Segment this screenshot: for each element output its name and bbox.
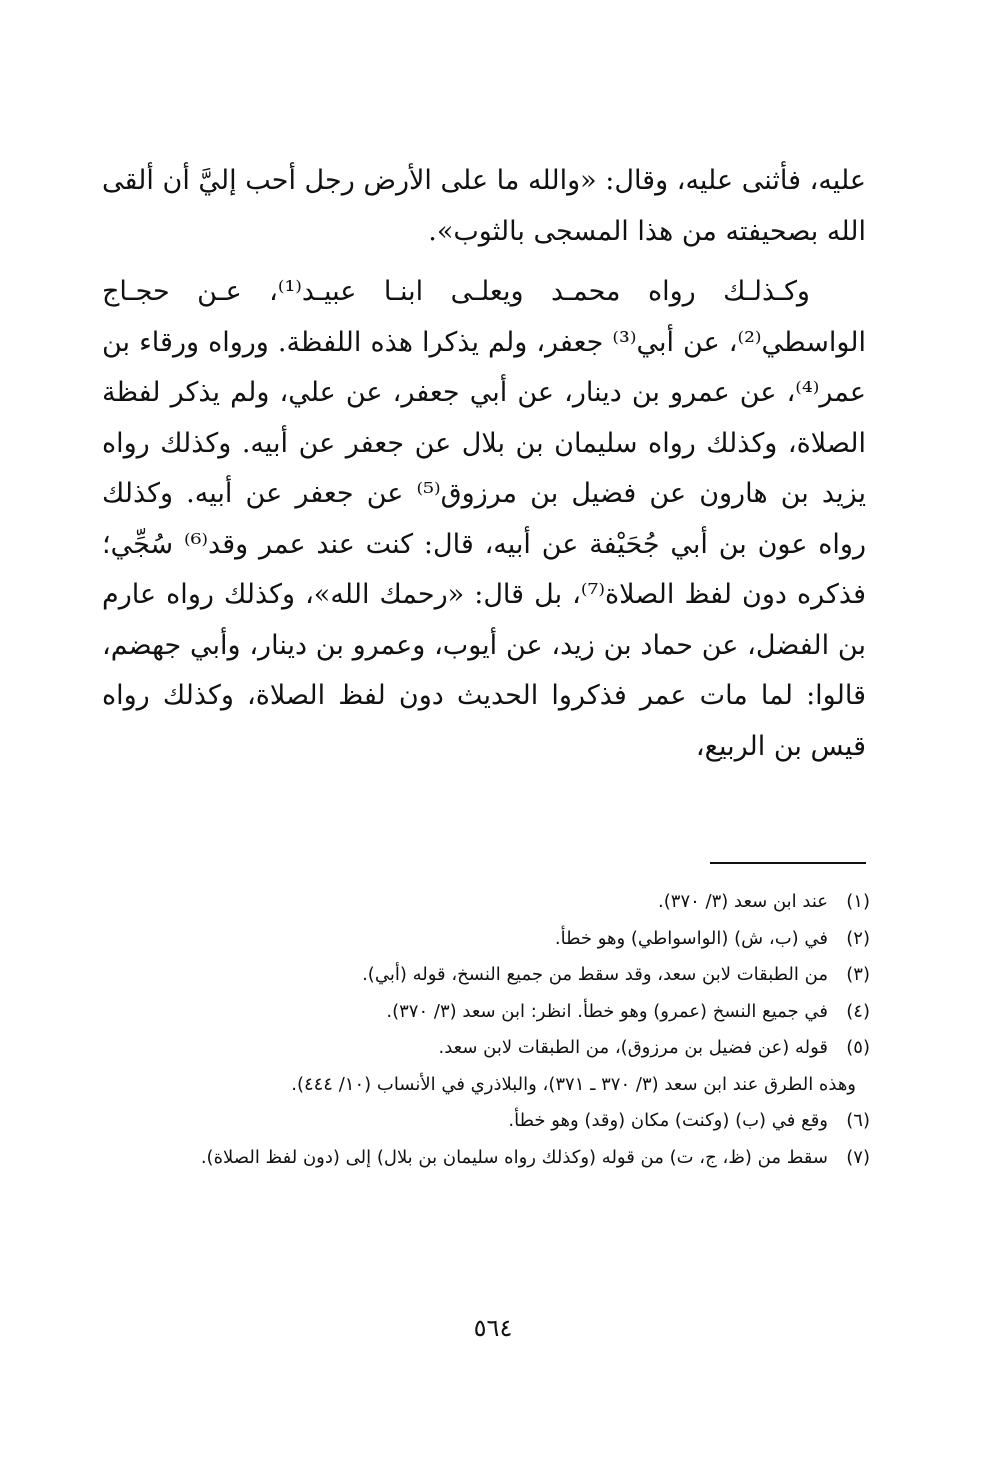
footnote-6 (100, 1103, 870, 1140)
footnote-separator (710, 862, 866, 864)
page-number: ٥٦٤ (473, 1314, 513, 1342)
footnote-5-continuation (100, 1067, 870, 1104)
footnote-2 (100, 921, 870, 958)
footnote-number: (٢) (846, 927, 870, 949)
footnote-text: وقع في (ب) (وكنت) مكان (وقد) وهو خطأ. (508, 1110, 828, 1131)
footnote-number: (٥) (846, 1037, 870, 1058)
footnote-7 (100, 1140, 870, 1177)
footnote-text: عند ابن سعد (٣/ ٣٧٠). (658, 891, 828, 912)
footnote-text: سقط من (ظ، ج، ت) من قوله (وكذلك رواه سليمان بن بلال) إلى (دون لفظ الصلاة). (200, 1146, 828, 1168)
footnotes (100, 884, 870, 1176)
footnote-number: (٣) (846, 964, 870, 985)
paragraph-2: وكـذلـك رواه محمـد ويعلـى ابنـا عبيـد⁽¹⁾، عـن حجـاج الواسطي⁽²⁾، عن أبي⁽³⁾ جعفر، ولم يذكرا هذه اللفظة. ورواه ورقاء بن عمر⁽⁴⁾، عن عمرو بن دينار، عن أبي جعفر، عن علي، ولم يذكر لفظة الصلاة، وكذلك رواه سليمان بن بلال عن جعفر عن أبيه. وكذلك رواه يزيد بن هارون عن فضيل بن مرزوق⁽⁵⁾ عن جعفر عن أبيه. وكذلك رواه عون بن أبي جُحَيْفة عن أبيه، قال: كنت عند عمر وقد⁽⁶⁾ سُجِّي؛ فذكره دون لفظ الصلاة⁽⁷⁾، بل قال: «رحمك الله»، وكذلك رواه عارم بن الفضل، عن حماد بن زيد، عن أيوب، وعمرو بن دينار، وأبي جهضم، قالوا: لما مات عمر فذكروا الحديث دون لفظ الصلاة، وكذلك رواه قيس بن الربيع، (102, 276, 867, 762)
footnote-number: (٧) (846, 1146, 870, 1168)
footnote-number: (١) (846, 891, 870, 912)
paragraph-1: عليه، فأثنى عليه، وقال: «والله ما على الأرض رجل أحب إليَّ أن ألقى الله بصحيفته من هذا المسجى بالثوب». (102, 165, 866, 247)
footnote-3 (100, 957, 870, 994)
footnote-5 (100, 1030, 870, 1067)
footnote-text: من الطبقات لابن سعد، وقد سقط من جميع النسخ، قوله (أبي). (362, 964, 828, 985)
footnote-text: في جميع النسخ (عمرو) وهو خطأ. انظر: ابن سعد (٣/ ٣٧٠). (386, 1000, 828, 1022)
footnote-4 (100, 994, 870, 1031)
footnote-number: (٤) (846, 1000, 870, 1022)
footnote-text: في (ب، ش) (الواسواطي) وهو خطأ. (554, 927, 828, 949)
main-text (102, 156, 866, 772)
footnote-number: (٦) (846, 1110, 870, 1131)
footnote-text: قوله (عن فضيل بن مرزوق)، من الطبقات لابن سعد. (438, 1037, 828, 1058)
footnote-text: وهذه الطرق عند ابن سعد (٣/ ٣٧٠ ـ ٣٧١)، والبلاذري في الأنساب (١٠/ ٤٤٤). (291, 1073, 856, 1095)
footnote-1 (100, 884, 870, 921)
